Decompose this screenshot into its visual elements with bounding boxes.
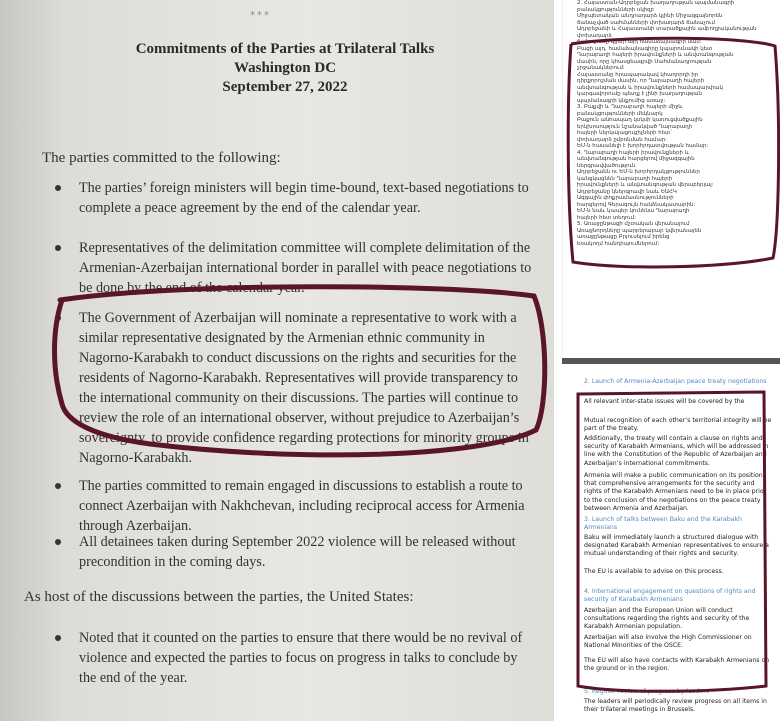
paragraph: Azerbaijan will also involve the High Commissioner on National Minorities of the OSCE.	[584, 634, 752, 650]
document-title: Commitments of the Parties at Trilateral Talks	[135, 41, 435, 57]
hand-drawn-rectangle	[562, 358, 780, 721]
armenian-line: պայմանագրի կնքումից առաջ:	[577, 97, 666, 104]
armenian-line: առաջընթացը Բրյուսելում իրենց	[577, 234, 670, 240]
armenian-line: Ազգային փոքրամասնությունների	[577, 195, 674, 201]
section-heading: 4. International engagement on questions of rights and security of Karabakh Armenians	[584, 588, 756, 604]
paragraph: Additionally, the treaty will contain a clause on rights and security of Karabakh Armenians, which will be addressed in line with the Constitution of the Republic of Azerbaijan and Azerbaijan’s international commitments.	[584, 435, 769, 467]
armenian-line: եռակողմ հանդիպումներում:	[577, 240, 660, 247]
stars-mark: ***	[250, 10, 271, 21]
paragraph: Armenia will make a public communication on its position that comprehensive arrangements for the security and rights of the Karabakh Armenians need to be in place prior to the conclusion of the negotiations on the peace treaty between Armenia and Azerbaijan.	[584, 472, 767, 512]
armenian-line: Միջպետական անդրադարձ կլինի Միջազգայնորեն	[577, 13, 723, 19]
hand-drawn-circle	[563, 0, 780, 355]
armenian-line: Առաջնորդները պարբերաբար կվերանայեն	[577, 227, 702, 234]
armenian-line: կանցկացնեն Ղարաբաղի հայերի	[577, 175, 673, 182]
paragraph: The leaders will periodically review progress on all items in their trilateral meetings in Brussels.	[584, 698, 767, 714]
armenian-line: իրավունքների և անվտանգության վերաբերյալ:	[577, 182, 714, 188]
paragraph: Baku will immediately launch a structured dialogue with designated Karabakh Armenian representatives to ensure a mutual understanding of their rights and security.	[584, 534, 769, 558]
armenian-line: փոխադարձ ըմբռնման համար:	[577, 136, 667, 143]
armenian-line: ճանաչումը կլինի այդ համաձայնագրի մաս:	[577, 39, 702, 45]
armenian-line: երկխոսություն նշանակված Ղարաբաղի	[577, 123, 693, 130]
paragraph: All relevant inter-state issues will be covered by the	[584, 398, 745, 405]
paragraph: The EU will also have contacts with Karabakh Armenians on the ground or in the region.	[584, 657, 770, 673]
bullet-text: All detainees taken during September 2022 violence will be released without precondition in the coming days.	[79, 534, 516, 570]
armenian-line: հայերի հետ տեղում:	[577, 214, 636, 221]
armenian-line: ճանաչված սահմանների փոխադարձ ճանաչում	[577, 19, 715, 26]
armenian-line: Ադրբեջանը կներգրավի նաև ԵԱՀԿ	[577, 188, 677, 195]
section-heading: 3. Launch of talks between Baku and the Karabakh Armenians	[584, 516, 742, 532]
armenian-line: Բացի այդ, համաձայնագիրը կպարունակի կետ	[577, 45, 713, 52]
bullet-text: The parties committed to remain engaged in discussions to establish a route to connect Azerbaijan with Nakhchevan, including reciprocal access for Armenia through Azerbaijan.	[79, 478, 525, 534]
armenian-line: 2. Հայաստան-Ադրբեջան խաղաղության պայմանագրի	[577, 0, 735, 6]
armenian-line: ԵՄ-ն հասանելի է խորհրդատվության համար:	[577, 143, 709, 149]
armenian-line: Ադրբեջանի և Հայաստանի տարածքային ամբողջականության փոխադարձ	[577, 26, 757, 39]
intro-text: The parties committed to the following:	[42, 150, 281, 166]
section-heading: 5. Regular review of progress by leaders	[584, 688, 709, 695]
armenian-line: ներգրավվածություն	[577, 162, 636, 169]
section-heading: 2. Launch of Armenia-Azerbaijan peace treaty negotiations	[584, 378, 767, 385]
armenian-line: բանակցությունների սկիզբ	[577, 6, 655, 13]
document-location: Washington DC	[233, 60, 337, 76]
armenian-line: անվտանգության հարցերով միջազգային	[577, 156, 695, 162]
armenian-line: 5. Առաջընթացի մշտական վերանայում	[577, 221, 690, 227]
armenian-line: Հայաստանը հրապարակավ կհաղորդի իր	[577, 71, 699, 78]
paragraph: The EU is available to advise on this process.	[584, 568, 724, 575]
paragraph: Mutual recognition of each other’s territorial integrity will be part of the treaty.	[584, 417, 772, 433]
document-date: September 27, 2022	[222, 79, 348, 95]
armenian-line: բանակցությունների մեկնարկ	[577, 110, 663, 117]
host-text: As host of the discussions between the parties, the United States:	[24, 589, 414, 605]
armenian-line: հայերի ներկայացուցիչների հետ՝	[577, 130, 672, 136]
armenian-line: կարգավորումը պետք է լինի խաղաղության	[577, 91, 702, 97]
armenian-line: Ադրբեջանն ու ԵՄ-ն խորհրդակցություններ	[577, 169, 700, 175]
armenian-line: Բաքուն անհապաղ կսկսի կառուցվածքային	[577, 117, 703, 123]
paragraph: Azerbaijan and the European Union will conduct consultations regarding the rights and security of the Karabakh Armenian population.	[584, 607, 750, 631]
armenian-document	[562, 0, 780, 355]
armenian-line: մասին, որը կհասցեագրվի Սահմանադրության	[577, 58, 712, 65]
armenian-line: 3. Բաքվի և Ղարաբաղի հայերի միջև	[577, 104, 683, 110]
armenian-line: Ղարաբաղի հայերի իրավունքների և անվտանգության	[577, 52, 734, 58]
bullet-text: Representatives of the delimitation committee will complete delimitation of the Armenian-Azerbaijan international border in parallel with peace negotiations to be done by the end of the calendar year.	[79, 240, 532, 296]
bullet-text: The parties’ foreign ministers will begin time-bound, text-based negotiations to complete a peace agreement by the end of the calendar year.	[79, 180, 529, 216]
armenian-line: 4. Ղարաբաղի հայերի իրավունքների և	[577, 149, 690, 156]
armenian-line: անվտանգության և իրավունքների համապարփակ	[577, 84, 723, 91]
armenian-line: հարցերով Գերագույն հանձնակատարին:	[577, 201, 696, 208]
armenian-line: ԵՄ-ն նաև կապեր կունենա Ղարաբաղի	[577, 208, 690, 214]
english-document	[562, 358, 780, 721]
armenian-line: դիրքորոշման մասին, որ Ղարաբաղի հայերի	[577, 78, 705, 84]
armenian-line: շրջանակներում:	[577, 65, 625, 71]
bullet-text: The Government of Azerbaijan will nominate a representative to work with a similar representative designated by the Armenian ethnic community in Nagorno-Karabakh to conduct discussions on the rights and securities for the residents of Nagorno-Karabakh. Representatives will provide transparency to the international community on their discussions. The parties will continue to review the role of an international observer, without prejudice to Azerbaijan’s sovereignty, to provide confidence regarding protections for minority groups in Nagorno-Karabakh.	[79, 310, 529, 466]
bullet-text: Noted that it counted on the parties to ensure that there would be no revival of violence and expected the parties to focus on progress in talks to conclude by the end of the year.	[79, 630, 523, 686]
